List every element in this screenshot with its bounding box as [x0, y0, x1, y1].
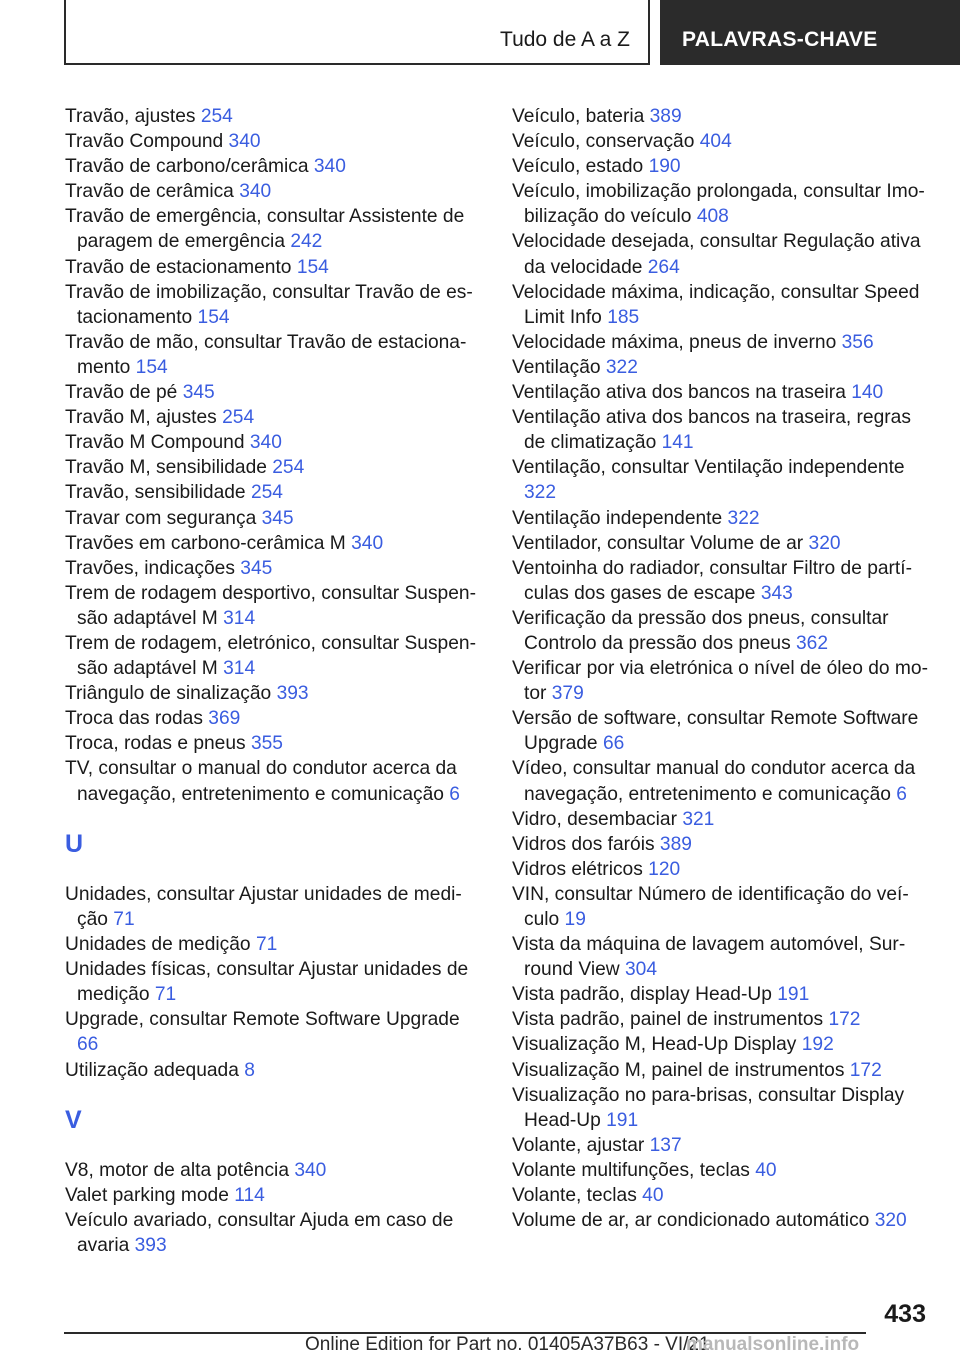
- index-entry-term: VIN, consultar Número de identificação do veículo: [512, 883, 909, 930]
- index-entry: [512, 656, 937, 706]
- index-entry-page-link[interactable]: 340: [249, 432, 282, 454]
- index-entry-term: Ventilação ativa dos bancos na traseira, regras de climatização: [512, 407, 911, 454]
- index-entry: [512, 882, 937, 932]
- index-entry-term: Visualização no para-brisas, consultar Display Head-Up: [512, 1084, 905, 1131]
- index-entry: [512, 455, 937, 505]
- index-entry: [65, 1007, 485, 1057]
- index-entry: [65, 1183, 485, 1208]
- index-entry: [512, 832, 937, 857]
- index-entry-page-link[interactable]: 254: [250, 482, 283, 504]
- index-entry-term: Utilização adequada: [65, 1059, 239, 1081]
- index-letter-heading: V: [65, 1105, 82, 1134]
- index-entry: [65, 631, 485, 681]
- index-entry-term: Volante, ajustar: [512, 1134, 645, 1156]
- index-entry-page-link[interactable]: 304: [625, 959, 658, 981]
- index-entry-term: Velocidade máxima, pneus de inverno: [512, 331, 837, 353]
- index-entry-page-link[interactable]: 340: [239, 181, 272, 203]
- index-entry-page-link[interactable]: 6: [896, 783, 907, 805]
- index-entry: [65, 506, 485, 531]
- index-entry: [65, 932, 485, 957]
- index-entry-page-link[interactable]: 393: [276, 683, 309, 705]
- index-entry-page-link[interactable]: 345: [182, 382, 215, 404]
- index-entry-page-link[interactable]: 71: [154, 984, 177, 1006]
- index-entry-term: Upgrade, consultar Remote Software Upgrade: [65, 1009, 460, 1031]
- index-entry-page-link[interactable]: 71: [255, 934, 278, 956]
- index-entry-page-link[interactable]: 340: [313, 156, 346, 178]
- chapter-title: PALAVRAS-CHAVE: [682, 28, 878, 51]
- index-entry-page-link[interactable]: 192: [801, 1034, 834, 1056]
- index-entry-term: Valet parking mode: [65, 1185, 229, 1207]
- index-entry-page-link[interactable]: 389: [649, 106, 682, 127]
- index-entry: [512, 1058, 937, 1083]
- index-entry: [512, 280, 937, 330]
- index-entry-term: Travão de mão, consultar Travão de estacionamento: [65, 331, 467, 378]
- index-entry-term: Travão M Compound: [65, 432, 245, 454]
- index-entry: [65, 731, 485, 756]
- index-entry: [65, 756, 485, 806]
- index-entry-term: Vista padrão, painel de instrumentos: [512, 1009, 824, 1031]
- index-entry-term: Ventilador, consultar Volume de ar: [512, 532, 804, 554]
- index-entry: [65, 430, 485, 455]
- index-entry-page-link[interactable]: 340: [228, 131, 261, 153]
- page-number: 433: [884, 1300, 926, 1328]
- index-entry-page-link[interactable]: 140: [851, 382, 884, 404]
- index-entry: [65, 280, 485, 330]
- index-entry-page-link[interactable]: 314: [223, 607, 256, 629]
- index-entry-term: Velocidade desejada, consultar Regulação ativa da velocidade: [512, 231, 921, 278]
- index-entry-term: Ventilação ativa dos bancos na traseira: [512, 382, 846, 404]
- index-entry-term: Travão, ajustes: [65, 106, 196, 127]
- index-entry: [512, 556, 937, 606]
- index-entry-page-link[interactable]: 340: [351, 532, 384, 554]
- index-entry-page-link[interactable]: 321: [682, 808, 715, 830]
- index-entry: [512, 104, 937, 129]
- index-entry-term: Trem de rodagem, eletrónico, consultar Suspensão adaptável M: [65, 632, 476, 680]
- index-entry-term: Vidros elétricos: [512, 858, 643, 880]
- index-entry-term: Vista padrão, display Head-Up: [512, 984, 772, 1006]
- index-entry-term: Travão de cerâmica: [65, 181, 234, 203]
- index-entry-term: V8, motor de alta potência: [65, 1159, 289, 1181]
- index-entry: [512, 1158, 937, 1183]
- footer-watermark: manualsonline.info: [686, 1334, 860, 1355]
- index-entry-term: Vista da máquina de lavagem automóvel, Surround View: [512, 934, 906, 981]
- index-entry-term: Unidades de medição: [65, 934, 251, 956]
- index-entry-page-link[interactable]: 19: [564, 909, 586, 930]
- index-entry-page-link[interactable]: 322: [605, 356, 638, 378]
- index-entry: [512, 706, 937, 756]
- index-entry: [512, 1133, 937, 1158]
- index-entry-page-link[interactable]: 340: [294, 1159, 327, 1181]
- index-entry-page-link[interactable]: 389: [659, 833, 692, 855]
- index-entry-page-link[interactable]: 356: [841, 331, 874, 353]
- header-chapter-tab: [660, 0, 960, 65]
- index-entry: [512, 606, 937, 656]
- index-entry-page-link[interactable]: 264: [647, 256, 680, 278]
- index-entry-term: Visualização M, painel de instrumentos: [512, 1059, 845, 1081]
- index-entry-term: Travão de pé: [65, 382, 178, 404]
- index-column-left: [65, 104, 485, 1258]
- index-entry: [512, 129, 937, 154]
- footer-edition: Online Edition for Part no. 01405A37B63 - VI/21: [305, 1334, 710, 1355]
- index-entry: [512, 1208, 937, 1233]
- index-entry-page-link[interactable]: 314: [223, 658, 256, 680]
- index-entry: [65, 957, 485, 1007]
- index-entry-term: Volume de ar, ar condicionado automático: [512, 1210, 870, 1232]
- index-entry-term: Travão M, sensibilidade: [65, 457, 267, 479]
- index-entry-term: Troca, rodas e pneus: [65, 733, 246, 755]
- index-entry-term: Unidades físicas, consultar Ajustar unidades de medição: [65, 959, 469, 1006]
- index-entry-page-link[interactable]: 185: [607, 306, 640, 328]
- index-entry-term: Unidades, consultar Ajustar unidades de medição: [65, 883, 462, 930]
- index-entry: [512, 380, 937, 405]
- index-entry: [512, 1183, 937, 1208]
- index-entry-term: Veículo, bateria: [512, 106, 645, 127]
- index-entry-term: Veículo, estado: [512, 156, 644, 178]
- index-entry-page-link[interactable]: 66: [77, 1034, 99, 1056]
- index-entry-term: Ventilação, consultar Ventilação independente: [512, 457, 905, 479]
- index-entry-term: Travão de emergência, consultar Assistente de paragem de emergência: [65, 206, 465, 253]
- index-entry-term: Travão de estacionamento: [65, 256, 292, 278]
- index-entry-term: Travão de carbono/cerâmica: [65, 156, 309, 178]
- index-entry-page-link[interactable]: 322: [727, 507, 760, 529]
- index-entry: [65, 255, 485, 280]
- index-entry: [512, 1083, 937, 1133]
- index-entry-term: Travão, sensibilidade: [65, 482, 246, 504]
- index-entry-term: Versão de software, consultar Remote Software Upgrade: [512, 708, 919, 755]
- index-entry-term: Travões em carbono-cerâmica M: [65, 532, 346, 554]
- index-entry: [65, 1158, 485, 1183]
- index-entry-page-link[interactable]: 71: [113, 909, 135, 930]
- index-entry-page-link[interactable]: 320: [808, 532, 841, 554]
- index-entry-term: Visualização M, Head-Up Display: [512, 1034, 797, 1056]
- index-entry-term: Vidros dos faróis: [512, 833, 655, 855]
- index-column-right: [512, 104, 937, 1233]
- index-entry-page-link[interactable]: 254: [222, 407, 255, 429]
- index-entry-term: Travar com segurança: [65, 507, 257, 529]
- section-title: Tudo de A a Z: [500, 28, 630, 51]
- index-entry-page-link[interactable]: 345: [261, 507, 294, 529]
- index-entry-page-link[interactable]: 254: [200, 106, 233, 127]
- index-entry-page-link[interactable]: 154: [296, 256, 329, 278]
- index-entry: [65, 455, 485, 480]
- index-entry-page-link[interactable]: 154: [135, 356, 168, 378]
- index-entry: [65, 882, 485, 932]
- index-entry-page-link[interactable]: 40: [755, 1159, 777, 1181]
- index-entry-term: Vídeo, consultar manual do condutor acerca da navegação, entretenimento e comunicação: [512, 758, 916, 805]
- index-letter-heading: U: [65, 829, 84, 858]
- index-entry-page-link[interactable]: 242: [290, 231, 323, 253]
- index-entry-page-link[interactable]: 191: [606, 1109, 639, 1131]
- index-entry-term: Travão M, ajustes: [65, 407, 217, 429]
- index-entry: [65, 154, 485, 179]
- index-entry-term: Travão de imobilização, consultar Travão de estacionamento: [65, 281, 473, 328]
- index-entry-page-link[interactable]: 393: [134, 1235, 167, 1257]
- index-entry: [65, 179, 485, 204]
- index-entry: [512, 1007, 937, 1032]
- index-entry: [512, 1032, 937, 1057]
- index-entry: [512, 857, 937, 882]
- index-entry: [512, 807, 937, 832]
- index-entry-page-link[interactable]: 362: [796, 632, 829, 654]
- index-entry-term: Travão Compound: [65, 131, 224, 153]
- index-entry: [65, 129, 485, 154]
- index-entry: [512, 154, 937, 179]
- index-entry-term: Travões, indicações: [65, 557, 235, 579]
- index-entry: [65, 681, 485, 706]
- index-entry: [65, 204, 485, 254]
- index-entry-page-link[interactable]: 408: [696, 206, 729, 228]
- index-entry-term: Triângulo de sinalização: [65, 683, 272, 705]
- index-entry: [512, 229, 937, 279]
- index-entry-page-link[interactable]: 6: [449, 783, 460, 805]
- index-entry-page-link[interactable]: 141: [661, 432, 694, 454]
- index-entry-page-link[interactable]: 114: [234, 1185, 265, 1207]
- index-entry-term: Troca das rodas: [65, 708, 203, 730]
- index-entry-page-link[interactable]: 154: [197, 306, 230, 328]
- index-entry-term: Veículo avariado, consultar Ajuda em caso de avaria: [65, 1210, 454, 1257]
- index-entry: [512, 506, 937, 531]
- index-entry: [65, 330, 485, 380]
- index-entry-page-link[interactable]: 320: [874, 1210, 907, 1232]
- index-entry: [65, 1058, 485, 1083]
- index-entry: [65, 1208, 485, 1258]
- index-entry: [65, 581, 485, 631]
- index-entry-term: Velocidade máxima, indicação, consultar Speed Limit Info: [512, 281, 920, 328]
- index-entry: [512, 932, 937, 982]
- index-entry: [512, 982, 937, 1007]
- index-entry-term: Vidro, desembaciar: [512, 808, 677, 830]
- index-entry: [65, 531, 485, 556]
- index-entry-page-link[interactable]: 66: [602, 733, 625, 755]
- index-entry-page-link[interactable]: 40: [642, 1185, 664, 1207]
- index-entry-page-link[interactable]: 8: [244, 1059, 255, 1081]
- index-entry-term: Veículo, conservação: [512, 131, 695, 153]
- index-entry: [65, 480, 485, 505]
- index-entry-term: Ventilação: [512, 356, 601, 378]
- index-entry-page-link[interactable]: 254: [272, 457, 305, 479]
- index-entry-term: Volante, teclas: [512, 1185, 637, 1207]
- index-entry-page-link[interactable]: 172: [828, 1009, 861, 1031]
- index-entry: [512, 179, 937, 229]
- index-entry-page-link[interactable]: 404: [699, 131, 732, 153]
- index-entry-page-link[interactable]: 369: [208, 708, 241, 730]
- index-entry-page-link[interactable]: 355: [250, 733, 283, 755]
- index-entry-term: Veículo, imobilização prolongada, consultar Imobilização do veículo: [512, 181, 925, 228]
- index-entry: [512, 531, 937, 556]
- index-entry-term: Volante multifunções, teclas: [512, 1159, 750, 1181]
- index-entry: [65, 706, 485, 731]
- index-entry-page-link[interactable]: 137: [649, 1134, 682, 1156]
- index-entry: [65, 405, 485, 430]
- index-entry-term: Verificação da pressão dos pneus, consultar Controlo da pressão dos pneus: [512, 607, 889, 654]
- index-entry-page-link[interactable]: 322: [524, 482, 557, 504]
- index-entry: [65, 556, 485, 581]
- index-entry-term: Trem de rodagem desportivo, consultar Suspensão adaptável M: [65, 582, 476, 629]
- index-entry-page-link[interactable]: 345: [240, 557, 273, 579]
- index-entry-page-link[interactable]: 379: [551, 683, 584, 705]
- index-entry: [65, 380, 485, 405]
- index-entry: [512, 756, 937, 806]
- index-entry-page-link[interactable]: 343: [760, 582, 793, 604]
- header-section-box: [64, 0, 650, 65]
- index-entry-page-link[interactable]: 172: [849, 1059, 882, 1081]
- index-entry-term: TV, consultar o manual do condutor acerca da navegação, entretenimento e comunicação: [65, 758, 457, 805]
- index-entry-term: Verificar por via eletrónica o nível de óleo do motor: [512, 658, 928, 705]
- index-entry-page-link[interactable]: 190: [648, 156, 681, 178]
- index-entry: [512, 405, 937, 455]
- index-entry-page-link[interactable]: 120: [648, 858, 681, 880]
- index-entry-term: Ventilação independente: [512, 507, 723, 529]
- index-entry: [512, 330, 937, 355]
- index-entry: [512, 355, 937, 380]
- index-entry-term: Ventoinha do radiador, consultar Filtro de partículas dos gases de escape: [512, 557, 912, 604]
- index-entry: [65, 104, 485, 129]
- index-entry-page-link[interactable]: 191: [777, 984, 810, 1006]
